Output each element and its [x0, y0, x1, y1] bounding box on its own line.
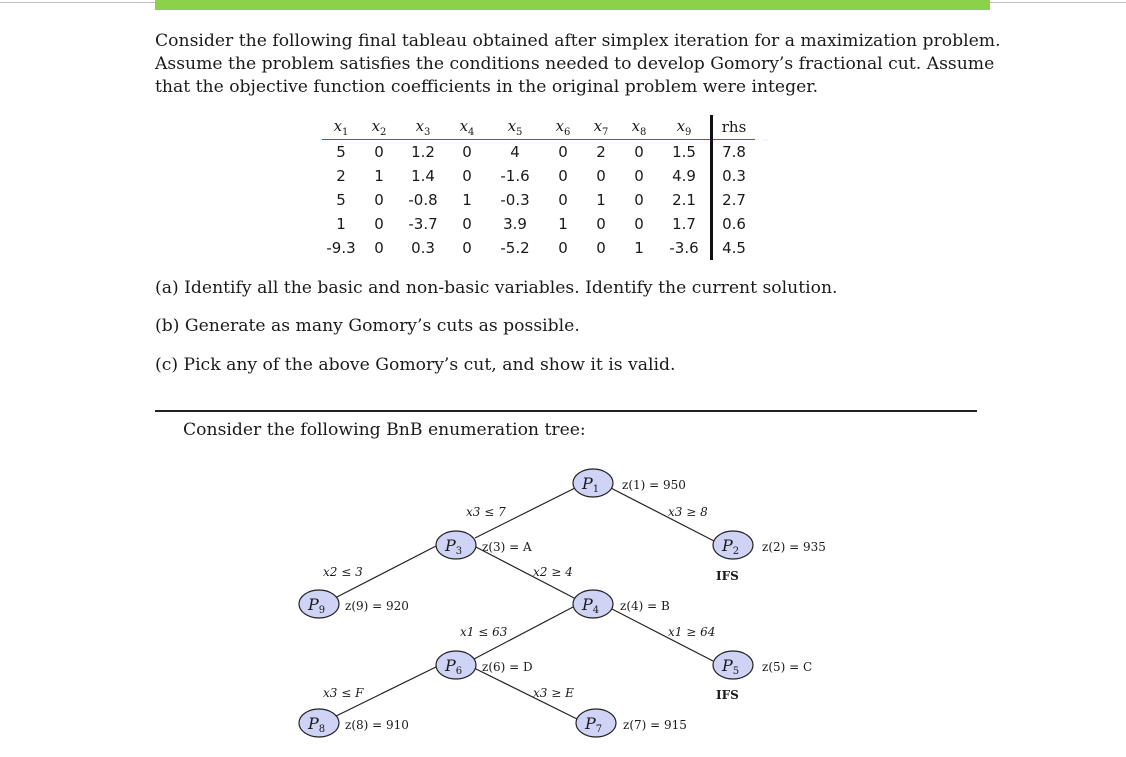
- node-label: P7: [585, 714, 603, 735]
- coefficient-cell: -3.7: [408, 215, 438, 233]
- node-objective-value: z(5) = C: [762, 660, 813, 674]
- coefficient-cell: 0: [634, 167, 644, 185]
- coefficient-cell: -9.3: [326, 239, 356, 257]
- coefficient-cell: 1.2: [411, 143, 435, 161]
- coefficient-cell: 0: [558, 191, 568, 209]
- node-label: P8: [308, 714, 326, 735]
- coefficient-cell: 2: [596, 143, 606, 161]
- question-b: (b) Generate as many Gomory’s cuts as possible.: [155, 316, 580, 336]
- col-header-x1: $x_1$: [322, 115, 360, 140]
- rhs-cell: 4.5: [712, 236, 756, 260]
- rhs-cell: 0.3: [712, 164, 756, 188]
- col-header-rhs: rhs: [712, 115, 756, 140]
- coefficient-cell: -0.3: [500, 191, 530, 209]
- branch-label: x1 ≤ 63: [460, 625, 508, 639]
- rhs-cell: 7.8: [712, 140, 756, 165]
- rhs-cell: 0.6: [712, 212, 756, 236]
- coefficient-cell: 4: [510, 143, 520, 161]
- coefficient-cell: 1: [462, 191, 472, 209]
- node-objective-value: z(8) = 910: [345, 718, 409, 732]
- node-label: P5: [722, 656, 740, 677]
- rhs-cell: 2.7: [712, 188, 756, 212]
- branch-label: x3 ≥ E: [533, 686, 574, 700]
- branch-label: x1 ≥ 64: [668, 625, 716, 639]
- intro-line: that the objective function coefficients in the original problem were integer.: [155, 77, 819, 97]
- tree-node-p7: [576, 709, 687, 737]
- coefficient-cell: 0: [558, 167, 568, 185]
- coefficient-cell: 0.3: [411, 239, 435, 257]
- node-status-ifs: IFS: [716, 569, 739, 583]
- node-objective-value: z(9) = 920: [345, 599, 409, 613]
- col-header-x2: $x_2$: [360, 115, 398, 140]
- branch-label: x3 ≤ 7: [466, 505, 506, 519]
- node-label: P3: [445, 536, 463, 557]
- coefficient-cell: 0: [462, 215, 472, 233]
- coefficient-cell: -0.8: [408, 191, 438, 209]
- node-label: P6: [445, 656, 463, 677]
- coefficient-cell: 1: [336, 215, 346, 233]
- tree-node-p5: [713, 651, 812, 702]
- coefficient-cell: 0: [374, 215, 384, 233]
- coefficient-cell: 0: [462, 167, 472, 185]
- tree-node-p8: [299, 709, 409, 737]
- coefficient-cell: 0: [634, 191, 644, 209]
- branch-label: x2 ≥ 4: [533, 565, 573, 579]
- coefficient-cell: 1: [634, 239, 644, 257]
- col-header-x3: $x_3$: [398, 115, 448, 140]
- coefficient-cell: 1: [596, 191, 606, 209]
- coefficient-cell: 0: [596, 239, 606, 257]
- coefficient-cell: -5.2: [500, 239, 530, 257]
- coefficient-cell: 0: [374, 143, 384, 161]
- branch-label: x3 ≤ F: [323, 686, 364, 700]
- coefficient-cell: 1.4: [411, 167, 435, 185]
- node-label: P9: [308, 595, 326, 616]
- coefficient-cell: -3.6: [669, 239, 699, 257]
- col-header-x9: $x_9$: [658, 115, 712, 140]
- tree-node-p6: [436, 651, 533, 679]
- question-c: (c) Pick any of the above Gomory’s cut, and show it is valid.: [155, 355, 676, 375]
- tree-node-p2: [713, 531, 826, 583]
- coefficient-cell: 5: [336, 143, 346, 161]
- node-label: P2: [722, 536, 740, 557]
- col-header-x4: $x_4$: [448, 115, 486, 140]
- tree-node-p3: [436, 531, 532, 559]
- node-label: P4: [582, 595, 600, 616]
- coefficient-cell: 5: [336, 191, 346, 209]
- coefficient-cell: 0: [374, 191, 384, 209]
- intro-line: Consider the following final tableau obtained after simplex iteration for a maximization problem.: [155, 31, 1001, 51]
- coefficient-cell: 2.1: [672, 191, 696, 209]
- node-objective-value: z(1) = 950: [622, 478, 686, 492]
- coefficient-cell: 1.7: [672, 215, 696, 233]
- coefficient-cell: 3.9: [503, 215, 527, 233]
- coefficient-cell: 0: [374, 239, 384, 257]
- coefficient-cell: -1.6: [500, 167, 530, 185]
- coefficient-cell: 0: [634, 215, 644, 233]
- bnb-intro: Consider the following BnB enumeration tree:: [183, 420, 586, 440]
- coefficient-cell: 0: [558, 143, 568, 161]
- coefficient-cell: 2: [336, 167, 346, 185]
- node-objective-value: z(3) = A: [482, 540, 532, 554]
- col-header-x6: $x_6$: [544, 115, 582, 140]
- coefficient-cell: 0: [558, 239, 568, 257]
- coefficient-cell: 4.9: [672, 167, 696, 185]
- coefficient-cell: 0: [462, 143, 472, 161]
- question-a: (a) Identify all the basic and non-basic variables. Identify the current solution.: [155, 278, 838, 298]
- coefficient-cell: 1: [558, 215, 568, 233]
- node-status-ifs: IFS: [716, 688, 739, 702]
- branch-label: x3 ≥ 8: [668, 505, 708, 519]
- coefficient-cell: 0: [462, 239, 472, 257]
- coefficient-cell: 0: [596, 167, 606, 185]
- coefficient-cell: 1: [374, 167, 384, 185]
- coefficient-cell: 0: [634, 143, 644, 161]
- node-label: P1: [582, 474, 600, 495]
- node-objective-value: z(2) = 935: [762, 540, 826, 554]
- tree-node-p1: [573, 469, 686, 497]
- tree-node-p9: [299, 590, 409, 618]
- col-header-x5: $x_5$: [486, 115, 544, 140]
- col-header-x7: $x_7$: [582, 115, 620, 140]
- node-objective-value: z(4) = B: [620, 599, 670, 613]
- intro-line: Assume the problem satisfies the conditions needed to develop Gomory’s fractional cut. Assume: [155, 54, 995, 74]
- coefficient-cell: 0: [596, 215, 606, 233]
- node-objective-value: z(7) = 915: [623, 718, 687, 732]
- col-header-x8: $x_8$: [620, 115, 658, 140]
- coefficient-cell: 1.5: [672, 143, 696, 161]
- branch-label: x2 ≤ 3: [323, 565, 363, 579]
- node-objective-value: z(6) = D: [482, 660, 533, 674]
